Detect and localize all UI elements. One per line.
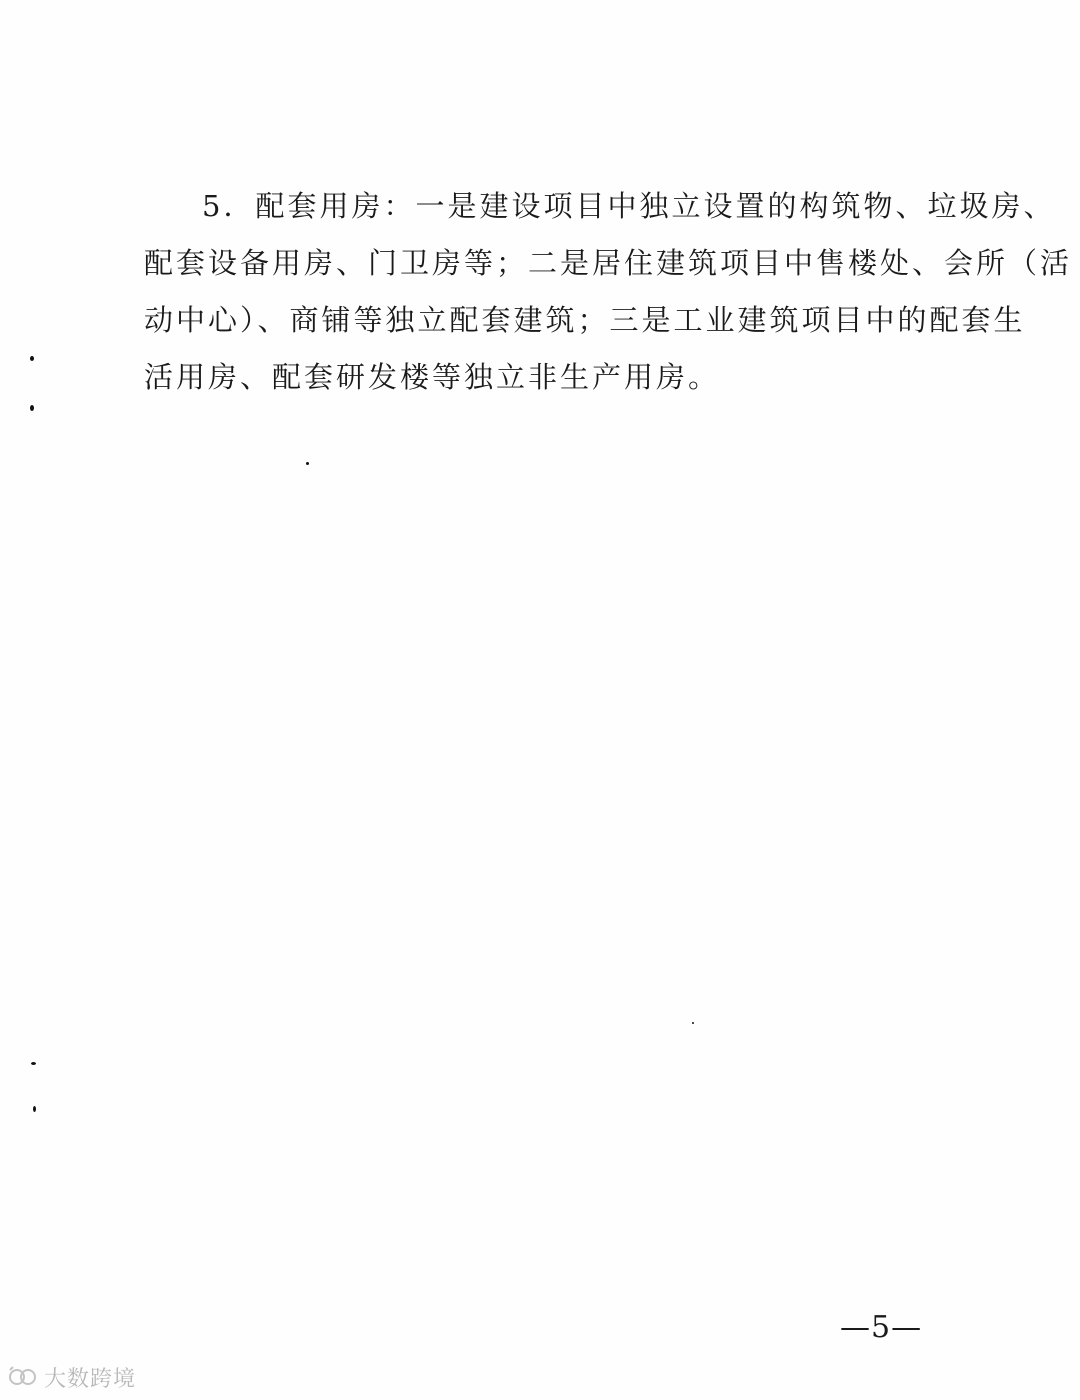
scan-speck (33, 1106, 36, 1112)
watermark (8, 1362, 136, 1392)
paragraph-line-1: 5．配套用房：一是建设项目中独立设置的构筑物、垃圾房、 (202, 189, 1056, 223)
paragraph-item-5 (144, 178, 1073, 406)
paragraph-line-2: 配套设备用房、门卫房等；二是居住建筑项目中售楼处、会所（活 (144, 246, 1073, 280)
scan-speck (30, 405, 34, 411)
paragraph-line-4: 活用房、配套研发楼等独立非生产用房。 (144, 360, 721, 394)
scan-speck (306, 462, 309, 465)
scan-speck (31, 1062, 36, 1065)
page-number: —5— (840, 1310, 923, 1345)
scan-speck (692, 1022, 694, 1024)
scan-speck (30, 356, 34, 361)
circle-logo-icon (8, 1364, 38, 1390)
watermark-text: 大数跨境 (44, 1366, 137, 1392)
paragraph-line-3: 动中心）、商铺等独立配套建筑；三是工业建筑项目中的配套生 (144, 303, 1026, 337)
